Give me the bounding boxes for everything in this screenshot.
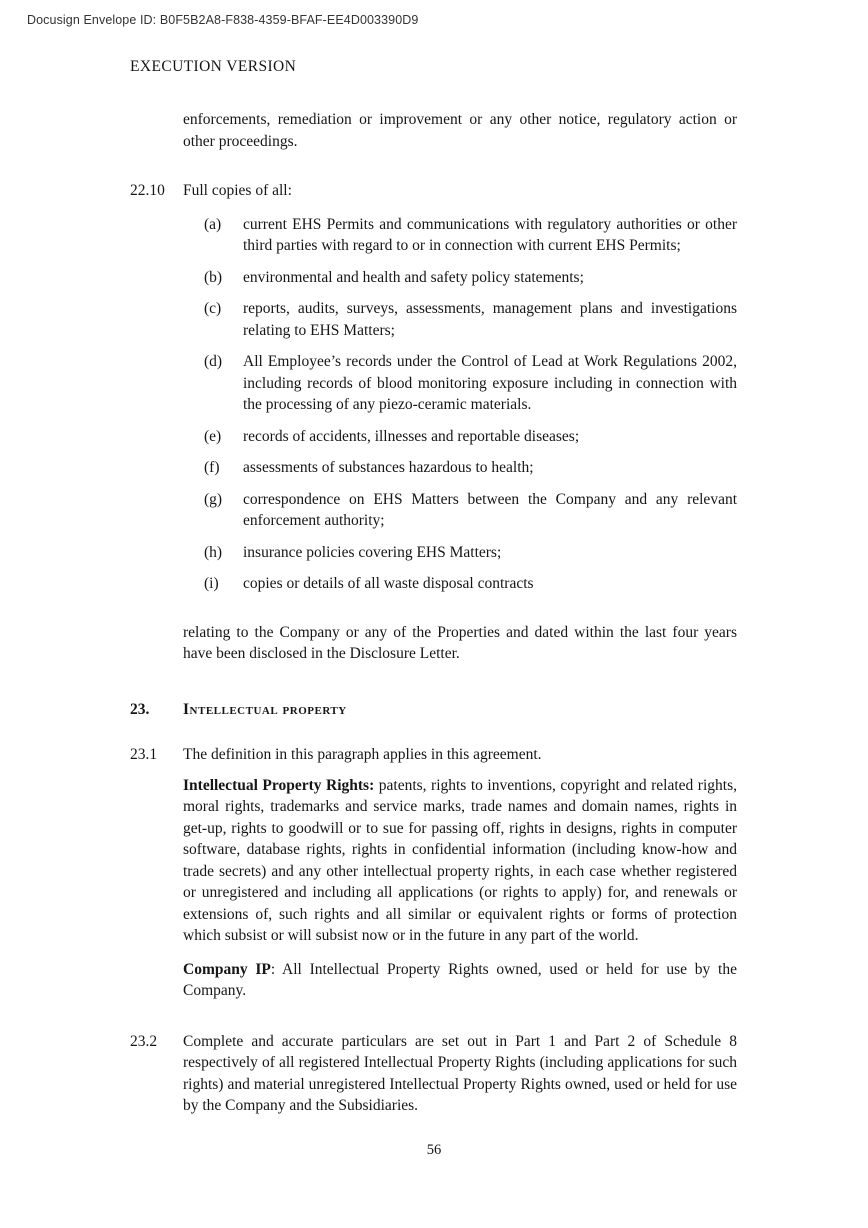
definition-intellectual-property-rights <box>183 775 737 947</box>
clause-number: 23.1 <box>130 746 158 763</box>
subclause-item-c <box>204 298 737 341</box>
subclause-item-i <box>204 573 737 595</box>
subclause-text: insurance policies covering EHS Matters; <box>243 543 502 561</box>
subclause-item-a <box>204 214 737 257</box>
subclause-text: All Employee’s records under the Control of Lead at Work Regulations 2002, including records of blood monitoring exposure including in connection with the processing of any piezo-ceramic materials. <box>243 353 737 413</box>
document-body <box>130 109 737 1117</box>
clause-number: 22.10 <box>130 182 165 199</box>
section-title: Intellectual property <box>183 700 347 718</box>
section-number: 23. <box>130 700 150 718</box>
clause-number: 23.2 <box>130 1032 158 1050</box>
docusign-envelope-id: Docusign Envelope ID: B0F5B2A8-F838-4359-BFAF-EE4D003390D9 <box>27 13 419 27</box>
subclause-label: (e) <box>204 427 222 445</box>
clause-text: The definition in this paragraph applies in this agreement. <box>183 746 542 763</box>
subclause-label: (d) <box>204 353 223 370</box>
subclause-item-e <box>204 426 737 448</box>
clause-22-10 <box>130 180 737 202</box>
section-heading-23 <box>130 699 737 721</box>
subclause-label: (h) <box>204 543 223 561</box>
clause-22-10-closing: relating to the Company or any of the Properties and dated within the last four years have been disclosed in the Disclosure Letter. <box>183 623 737 662</box>
subclause-text: records of accidents, illnesses and reportable diseases; <box>243 427 580 445</box>
execution-version-label: EXECUTION VERSION <box>130 58 297 75</box>
clause-text: Full copies of all: <box>183 182 292 199</box>
subclause-item-h <box>204 542 737 564</box>
subclause-item-b <box>204 267 737 289</box>
clause-23-2 <box>130 1031 737 1117</box>
subclause-text: current EHS Permits and communications with regulatory authorities or other third parties with regard to or in connection with current EHS Permits; <box>243 215 737 254</box>
subclause-text: assessments of substances hazardous to health; <box>243 459 534 476</box>
definition-company-ip <box>183 959 737 1002</box>
defined-term: Intellectual Property Rights: <box>183 776 375 794</box>
subclause-text: reports, audits, surveys, assessments, management plans and investigations relating to EHS Matters; <box>243 300 737 339</box>
paragraph-continuation: enforcements, remediation or improvement or any other notice, regulatory action or other proceedings. <box>183 111 737 150</box>
subclause-text: copies or details of all waste disposal contracts <box>243 575 534 592</box>
page-number: 56 <box>426 1142 442 1158</box>
subclause-text: environmental and health and safety policy statements; <box>243 268 584 286</box>
subclause-item-g <box>204 489 737 532</box>
definition-text: patents, rights to inventions, copyright and related rights, moral rights, trademarks and service marks, trade names and domain names, rights in get-up, rights to goodwill or to sue for passing off, rights in designs, rights in computer software, database rights, rights in confidential information (including know-how and trade secrets) and any other intellectual property rights, in each case whether registered or unregistered and including all applications (or rights to apply) for, and renewals or extensions of, such rights and all similar or equivalent rights or forms of protection which subsist or will subsist now or in the future in any part of the world. <box>183 776 737 944</box>
subclause-label: (b) <box>204 268 223 286</box>
defined-term: Company IP <box>183 960 271 978</box>
subclause-text: correspondence on EHS Matters between the Company and any relevant enforcement authority; <box>243 490 737 529</box>
subclause-item-d <box>204 351 737 416</box>
definition-text: : All Intellectual Property Rights owned, used or held for use by the Company. <box>183 960 737 999</box>
subclause-item-f <box>204 457 737 479</box>
subclause-label: (i) <box>204 575 219 592</box>
clause-text: Complete and accurate particulars are set out in Part 1 and Part 2 of Schedule 8 respectively of all registered Intellectual Property Rights (including applications for such rights) and material unregistered Intellectual Property Rights owned, used or held for use by the Company and the Subsidiaries. <box>183 1032 737 1114</box>
clause-23-1 <box>130 744 737 766</box>
subclause-list <box>204 214 737 595</box>
subclause-label: (f) <box>204 459 220 476</box>
subclause-label: (a) <box>204 215 222 233</box>
subclause-label: (c) <box>204 300 222 317</box>
subclause-label: (g) <box>204 490 223 508</box>
